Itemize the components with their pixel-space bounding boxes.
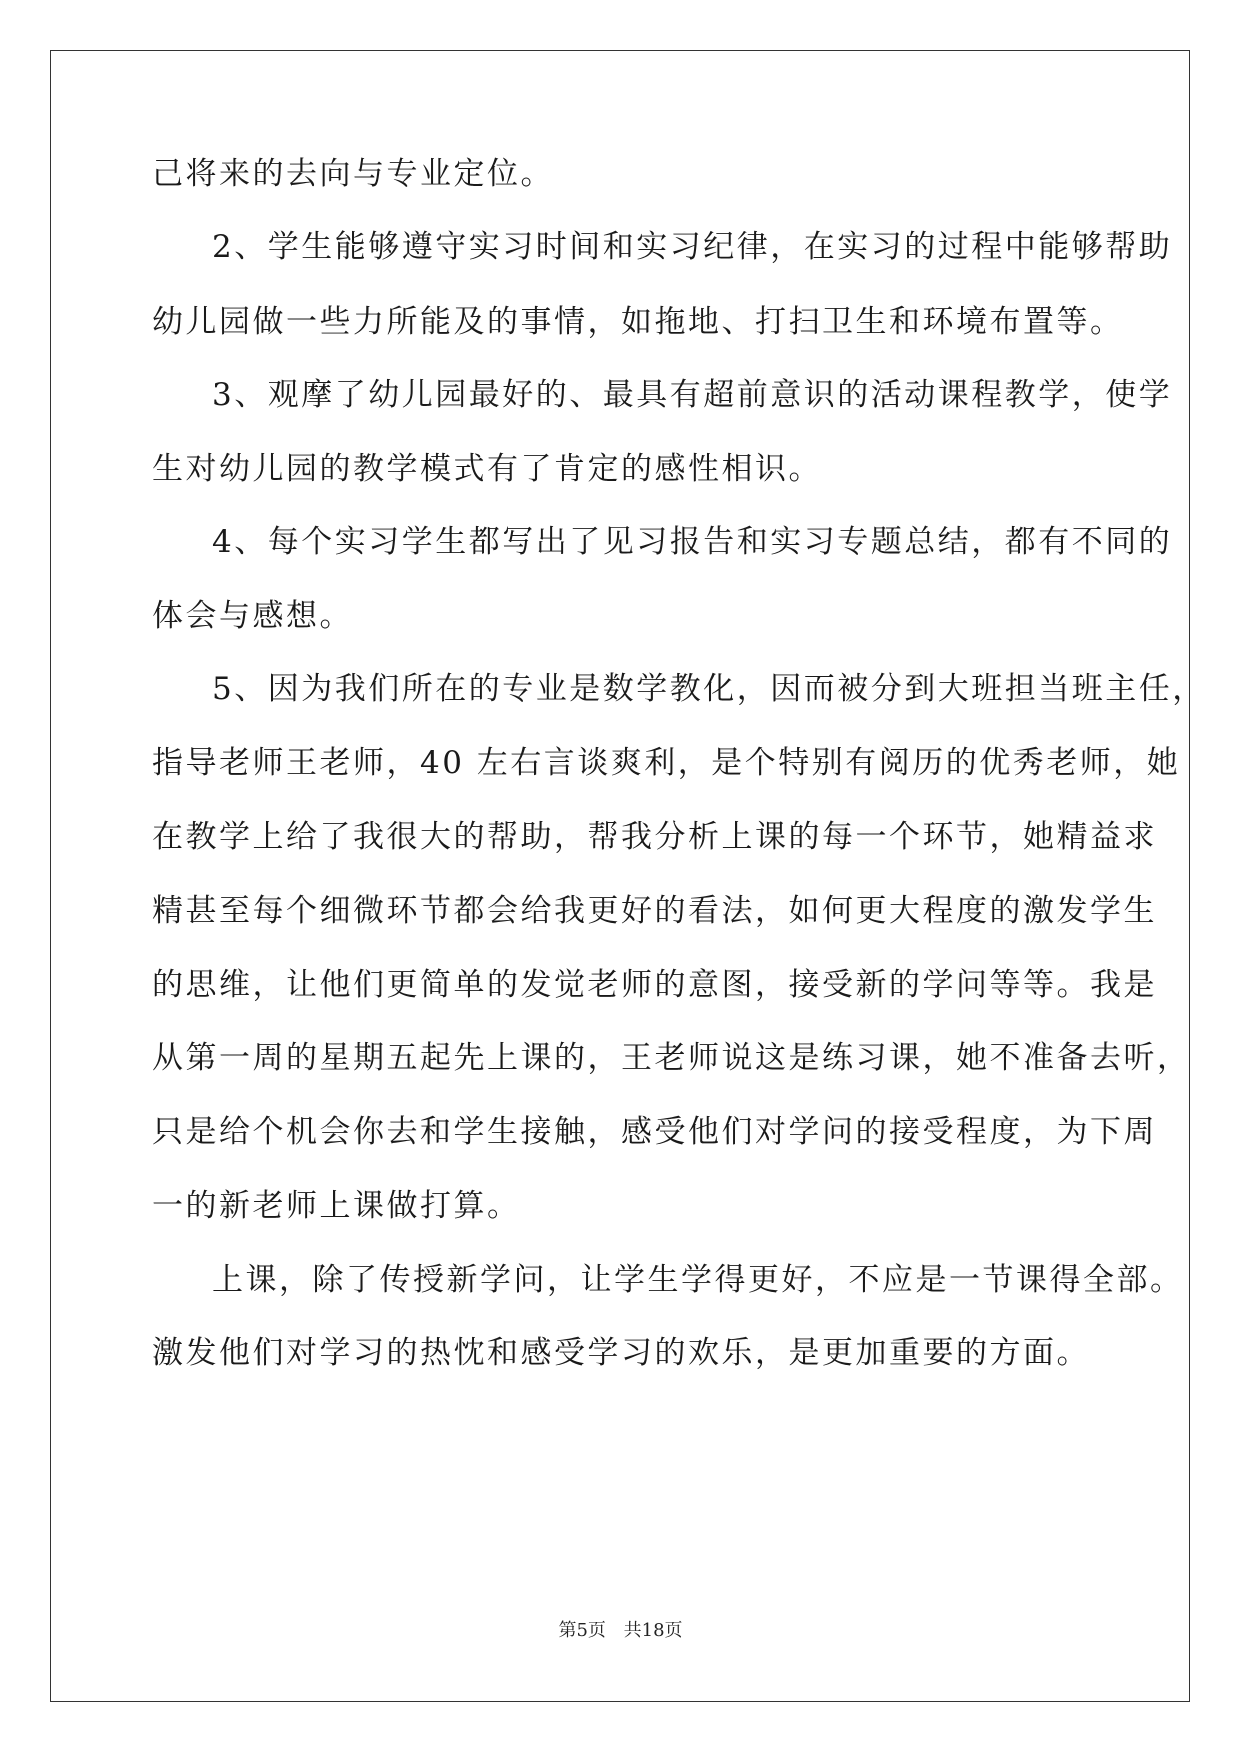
- text-line: 的思维，让他们更简单的发觉老师的意图，接受新的学问等等。我是: [152, 967, 1157, 1003]
- text-line: 生对幼儿园的教学模式有了肯定的感性相识。: [152, 451, 822, 487]
- text-line: 体会与感想。: [152, 598, 353, 634]
- text-line: 幼儿园做一些力所能及的事情，如拖地、打扫卫生和环境布置等。: [152, 304, 1124, 340]
- text-line: 3、观摩了幼儿园最好的、最具有超前意识的活动课程教学，使学: [212, 377, 1173, 413]
- page-number: 第5页: [558, 1620, 606, 1641]
- text-line: 上课，除了传授新学问，让学生学得更好，不应是一节课得全部。: [212, 1262, 1184, 1298]
- total-pages: 共18页: [623, 1620, 683, 1641]
- text-line: 指导老师王老师，40 左右言谈爽利，是个特别有阅历的优秀老师，她: [152, 745, 1181, 781]
- page-frame: [50, 50, 1190, 1702]
- text-line: 4、每个实习学生都写出了见习报告和实习专题总结，都有不同的: [212, 524, 1173, 560]
- page-footer: [0, 1619, 1241, 1643]
- text-line: 只是给个机会你去和学生接触，感受他们对学问的接受程度，为下周: [152, 1114, 1157, 1150]
- text-line: 激发他们对学习的热忱和感受学习的欢乐，是更加重要的方面。: [152, 1335, 1090, 1371]
- text-line: 一的新老师上课做打算。: [152, 1188, 521, 1224]
- text-line: 己将来的去向与专业定位。: [152, 156, 554, 192]
- text-line: 在教学上给了我很大的帮助，帮我分析上课的每一个环节，她精益求: [152, 819, 1157, 855]
- text-line: 2、学生能够遵守实习时间和实习纪律，在实习的过程中能够帮助: [212, 229, 1173, 265]
- text-line: 5、因为我们所在的专业是数学教化，因而被分到大班担当班主任，: [212, 671, 1206, 707]
- text-line: 从第一周的星期五起先上课的，王老师说这是练习课，她不准备去听，: [152, 1040, 1191, 1076]
- text-line: 精甚至每个细微环节都会给我更好的看法，如何更大程度的激发学生: [152, 893, 1157, 929]
